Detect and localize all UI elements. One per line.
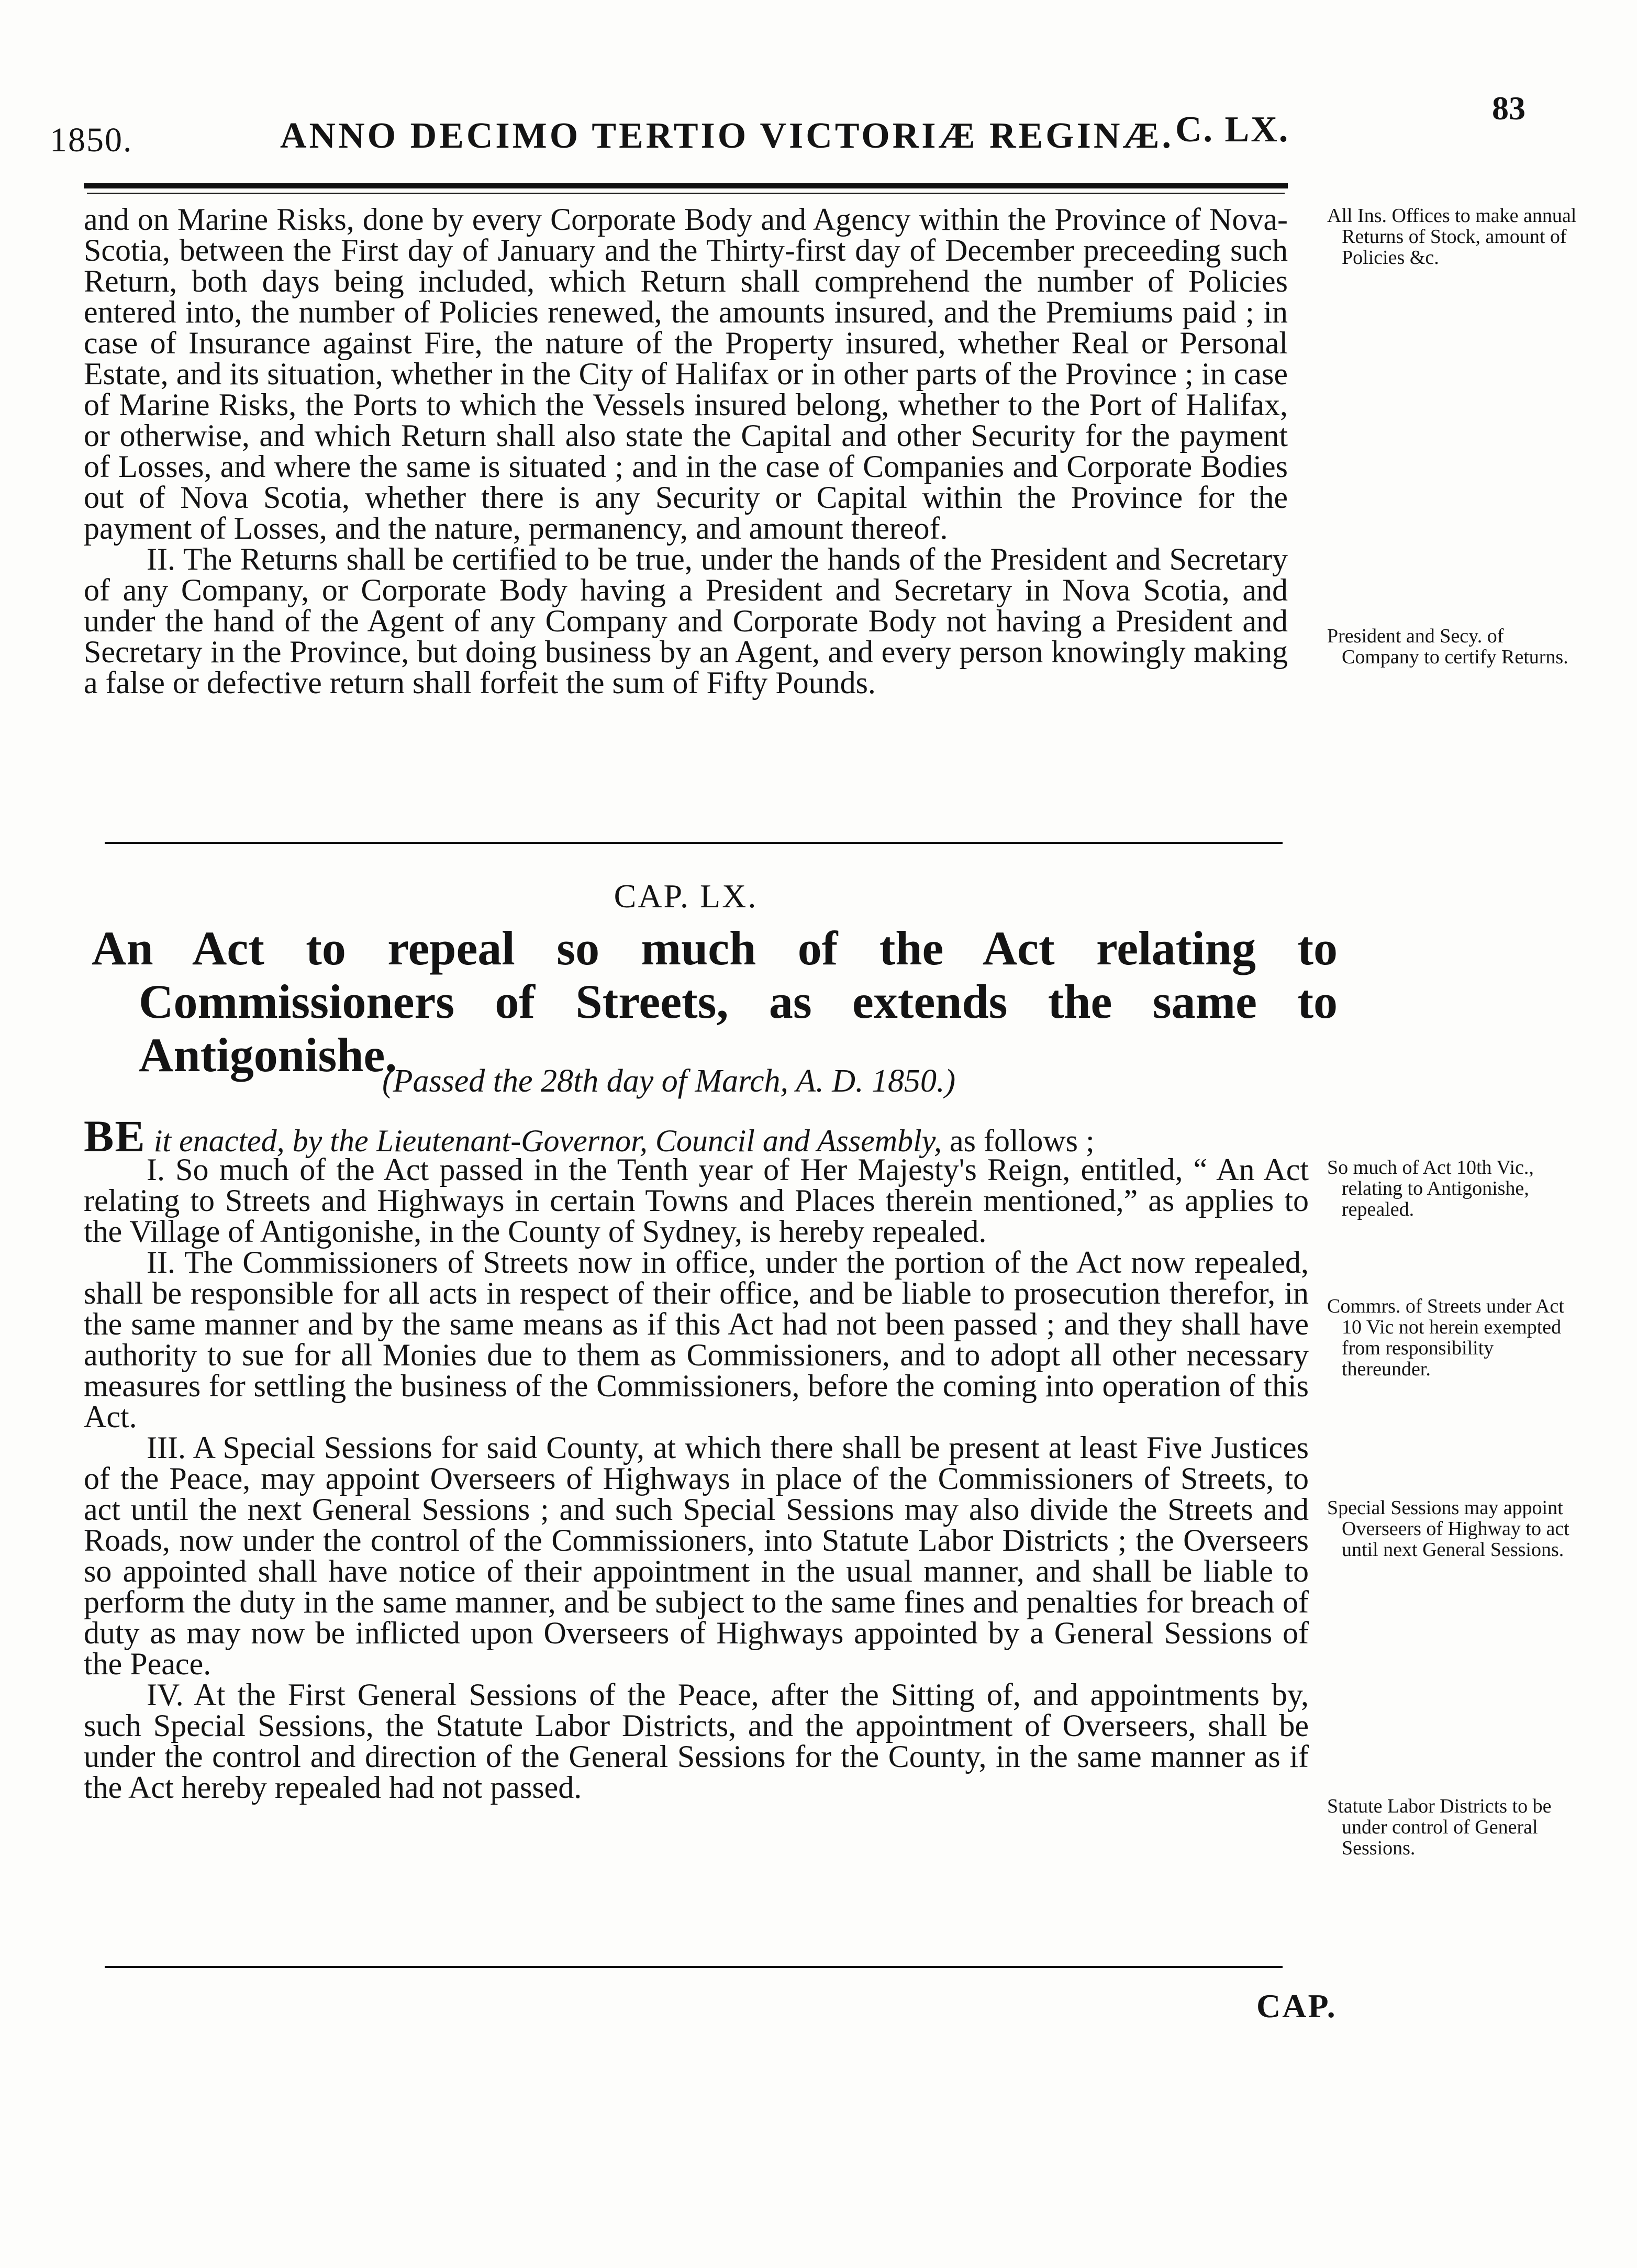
running-head [50,89,1525,162]
catchword: CAP. [1256,1987,1337,2025]
enacting-authority: it enacted, by the Lieutenant-Governor, Council and Assembly, [146,1124,942,1158]
section-3: III. A Special Sessions for said County, at which there shall be present at least Five Justices of the Peace, may appoint Overseers of Highways in place of the Commissioners of Streets, to act until the next General Sessions ; and such Special Sessions may also divide the Streets and Roads, now under the control of the Commissioners, into Statute Labor Districts ; the Overseers so appointed shall have notice of their appointment in the usual manner, and shall be liable to perform the duty in the same manner, and be subject to the same fines and penalties for breach of duty as may now be inflicted upon Overseers of Highways appointed by a General Sessions of the Peace. [84,1430,1309,1681]
page-number: 83 [1492,90,1525,127]
chapter-number: CAP. LX. [614,877,758,915]
act-title: An Act to repeal so much of the Act relating to Commissioners of Streets, as extends the same to Antigonishe. [92,921,1338,1082]
paragraph-returns-certified: II. The Returns shall be certified to be true, under the hands of the President and Secretary of any Company, or Corporate Body having a President and Secretary in Nova Scotia, and under the hand of the Agent of any Company and Corporate Body not having a President and Secretary in the Province, but doing business by an Agent, and every person knowingly making a false or defective return shall forfeit the sum of Fifty Pounds. [84,542,1288,700]
section-1: I. So much of the Act passed in the Tenth year of Her Majesty's Reign, entitled, “ An Act relating to Streets and Highways in certain Towns and Places therein mentioned,” as applies to the Village of Antigonishe, in the County of Sydney, is hereby repealed. [84,1152,1309,1249]
margin-note-certify-returns: President and Secy. of Company to certify Returns. [1327,625,1568,668]
drop-cap: BE [84,1111,146,1161]
section-4: IV. At the First General Sessions of the Peace, after the Sitting of, and appointments by, such Special Sessions, the Statute Labor Districts, and the appointment of Overseers, shall be under the control and direction of the General Sessions for the County, in the same manner as if the Act hereby repealed had not passed. [84,1677,1309,1805]
running-head-chapter: C. LX. [1175,109,1290,150]
running-head-year: 1850. [50,121,133,159]
enacting-follows: as follows ; [942,1124,1095,1158]
margin-note-section-3: Special Sessions may appoint Overseers of Highway to act until next General Sessions. [1327,1497,1569,1561]
passed-date: (Passed the 28th day of March, A. D. 1850.) [382,1063,956,1099]
margin-note-section-2: Commrs. of Streets under Act 10 Vic not herein exempted from responsibility thereunder. [1327,1295,1564,1380]
enacting-clause [84,1111,1288,1161]
section-2: II. The Commissioners of Streets now in office, under the portion of the Act now repealed, shall be responsible for all acts in respect of their office, and be liable to prosecution therefor, in the same manner and by the same means as if this Act had not been passed ; and they shall have authority to sue for all Monies due to them as Commissioners, and to adopt all other necessary measures for settling the business of the Commissioners, before the coming into operation of this Act. [84,1245,1309,1434]
chapter-sections [84,1154,1309,1803]
previous-chapter-text [84,204,1288,698]
margin-note-section-4: Statute Labor Districts to be under control of General Sessions. [1327,1795,1552,1859]
header-rule [84,183,1288,191]
margin-note-section-1: So much of Act 10th Vic., relating to Antigonishe, repealed. [1327,1157,1534,1220]
footer-rule [105,1966,1283,1968]
section-divider [105,842,1283,844]
running-head-title: ANNO DECIMO TERTIO VICTORIÆ REGINÆ. [280,116,1174,156]
paragraph-returns-content: and on Marine Risks, done by every Corporate Body and Agency within the Province of Nova-Scotia, between the First day of January and the Thirty-first day of December preceeding such Return, both days being included, which Return shall comprehend the number of Policies entered into, the number of Policies renewed, the amounts insured, and the Premiums paid ; in case of Insurance against Fire, the nature of the Property insured, whether Real or Personal Estate, and its situation, whether in the City of Halifax or in other parts of the Province ; in case of Marine Risks, the Ports to which the Vessels insured belong, whether to the Port of Halifax, or otherwise, and which Return shall also state the Capital and other Security for the payment of Losses, and where the same is situated ; and in the case of Companies and Corporate Bodies out of Nova Scotia, whether there is any Security or Capital within the Province for the payment of Losses, and the nature, permanency, and amount thereof. [84,202,1288,546]
margin-note-annual-returns: All Ins. Offices to make annual Returns of Stock, amount of Policies &c. [1327,205,1577,269]
